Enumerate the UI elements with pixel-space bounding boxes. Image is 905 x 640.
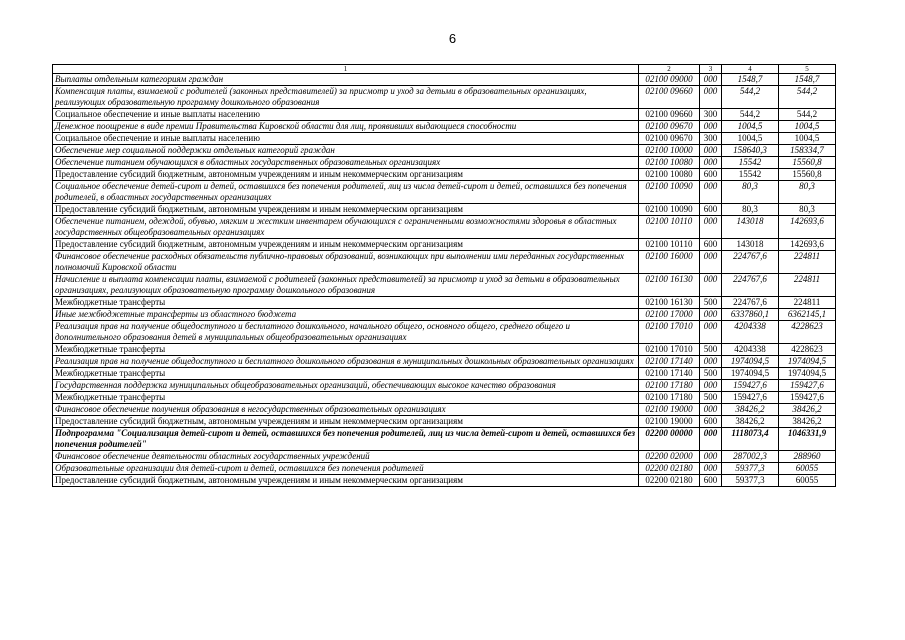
row-amount-1: 1004,5	[722, 133, 779, 145]
table-row	[53, 169, 836, 181]
row-description: Предоставление субсидий бюджетным, автономным учреждениям и иным некоммерческим организациям	[53, 169, 639, 181]
row-amount-2: 288960	[779, 451, 836, 463]
row-expense-type: 600	[700, 204, 722, 216]
row-amount-2: 1046331,9	[779, 428, 836, 451]
row-amount-1: 4204338	[722, 321, 779, 344]
budget-table	[52, 64, 836, 487]
row-description: Предоставление субсидий бюджетным, автономным учреждениям и иным некоммерческим организациям	[53, 204, 639, 216]
row-amount-1: 159427,6	[722, 380, 779, 392]
table-row	[53, 356, 836, 368]
row-code: 02100 09000	[639, 74, 700, 86]
row-expense-type: 000	[700, 216, 722, 239]
column-header-expense-type: 3	[700, 65, 722, 74]
row-expense-type: 000	[700, 251, 722, 274]
row-expense-type: 300	[700, 133, 722, 145]
row-code: 02100 09670	[639, 121, 700, 133]
row-amount-2: 544,2	[779, 86, 836, 109]
row-description: Обеспечение мер социальной поддержки отдельных категорий граждан	[53, 145, 639, 157]
row-description: Государственная поддержка муниципальных общеобразовательных организаций, обеспечивающих высокое качество образования	[53, 380, 639, 392]
column-header-code: 2	[639, 65, 700, 74]
row-description: Финансовое обеспечение деятельности областных государственных учреждений	[53, 451, 639, 463]
table-row	[53, 309, 836, 321]
row-description: Финансовое обеспечение получения образования в негосударственных образовательных организациях	[53, 404, 639, 416]
row-description: Подпрограмма "Социализация детей-сирот и детей, оставшихся без попечения родителей, лиц из числа детей-сирот и детей, оставшихся без попечения родителей"	[53, 428, 639, 451]
table-row	[53, 274, 836, 297]
row-expense-type: 000	[700, 121, 722, 133]
row-amount-1: 544,2	[722, 109, 779, 121]
row-description: Денежное поощрение в виде премии Правительства Кировской области для лиц, проявивших выдающиеся способности	[53, 121, 639, 133]
row-description: Обеспечение питанием, одеждой, обувью, мягким и жестким инвентарем обучающихся с ограниченными возможностями здоровья в областных государственных общеобразовательных организациях	[53, 216, 639, 239]
row-code: 02100 09670	[639, 133, 700, 145]
row-expense-type: 000	[700, 309, 722, 321]
row-amount-2: 159427,6	[779, 380, 836, 392]
row-expense-type: 600	[700, 416, 722, 428]
row-expense-type: 000	[700, 428, 722, 451]
row-description: Межбюджетные трансферты	[53, 392, 639, 404]
row-amount-1: 224767,6	[722, 251, 779, 274]
row-amount-2: 38426,2	[779, 416, 836, 428]
table-row	[53, 404, 836, 416]
row-amount-1: 38426,2	[722, 416, 779, 428]
row-code: 02100 16130	[639, 274, 700, 297]
table-row	[53, 251, 836, 274]
row-amount-1: 224767,6	[722, 297, 779, 309]
row-expense-type: 000	[700, 157, 722, 169]
row-expense-type: 000	[700, 380, 722, 392]
row-code: 02100 10110	[639, 216, 700, 239]
row-description: Выплаты отдельным категориям граждан	[53, 74, 639, 86]
row-description: Предоставление субсидий бюджетным, автономным учреждениям и иным некоммерческим организациям	[53, 475, 639, 487]
row-amount-2: 6362145,1	[779, 309, 836, 321]
row-description: Иные межбюджетные трансферты из областного бюджета	[53, 309, 639, 321]
table-body	[53, 74, 836, 487]
row-code: 02100 17140	[639, 368, 700, 380]
row-amount-1: 1974094,5	[722, 368, 779, 380]
row-code: 02100 19000	[639, 416, 700, 428]
row-amount-1: 59377,3	[722, 463, 779, 475]
row-code: 02100 17010	[639, 344, 700, 356]
row-code: 02100 17180	[639, 392, 700, 404]
row-expense-type: 000	[700, 74, 722, 86]
row-amount-1: 158640,3	[722, 145, 779, 157]
row-code: 02100 19000	[639, 404, 700, 416]
row-description: Социальное обеспечение и иные выплаты населению	[53, 109, 639, 121]
column-header-amount-1: 4	[722, 65, 779, 74]
table-row	[53, 463, 836, 475]
row-description: Межбюджетные трансферты	[53, 297, 639, 309]
row-amount-2: 1004,5	[779, 121, 836, 133]
row-amount-1: 38426,2	[722, 404, 779, 416]
column-header-amount-2: 5	[779, 65, 836, 74]
row-expense-type: 500	[700, 368, 722, 380]
row-expense-type: 000	[700, 181, 722, 204]
row-description: Социальное обеспечение детей-сирот и детей, оставшихся без попечения родителей, лиц из числа детей-сирот и детей, оставшихся без попечения родителей, в областных государственных организациях	[53, 181, 639, 204]
row-amount-2: 80,3	[779, 204, 836, 216]
page-number: 6	[448, 31, 457, 46]
row-description: Реализация прав на получение общедоступного и бесплатного дошкольного образования в муниципальных дошкольных образовательных организациях	[53, 356, 639, 368]
row-code: 02100 10000	[639, 145, 700, 157]
table-row	[53, 181, 836, 204]
row-code: 02100 17010	[639, 321, 700, 344]
column-header-description: 1	[53, 65, 639, 74]
row-code: 02100 09660	[639, 109, 700, 121]
row-amount-2: 60055	[779, 475, 836, 487]
row-amount-2: 15560,8	[779, 157, 836, 169]
row-code: 02100 10110	[639, 239, 700, 251]
table-row	[53, 239, 836, 251]
row-description: Обеспечение питанием обучающихся в областных государственных образовательных организациях	[53, 157, 639, 169]
row-amount-2: 38426,2	[779, 404, 836, 416]
row-description: Социальное обеспечение и иные выплаты населению	[53, 133, 639, 145]
row-amount-1: 4204338	[722, 344, 779, 356]
row-amount-2: 1004,5	[779, 133, 836, 145]
row-description: Предоставление субсидий бюджетным, автономным учреждениям и иным некоммерческим организациям	[53, 416, 639, 428]
row-amount-2: 224811	[779, 251, 836, 274]
table-row	[53, 451, 836, 463]
row-code: 02100 17000	[639, 309, 700, 321]
row-amount-2: 4228623	[779, 321, 836, 344]
row-amount-1: 224767,6	[722, 274, 779, 297]
table-row	[53, 216, 836, 239]
row-expense-type: 500	[700, 344, 722, 356]
table-row	[53, 416, 836, 428]
row-code: 02100 09660	[639, 86, 700, 109]
table-row	[53, 204, 836, 216]
row-amount-2: 4228623	[779, 344, 836, 356]
row-code: 02200 02000	[639, 451, 700, 463]
table-row	[53, 321, 836, 344]
table-row	[53, 428, 836, 451]
row-amount-2: 1974094,5	[779, 356, 836, 368]
table-row	[53, 297, 836, 309]
row-expense-type: 600	[700, 169, 722, 181]
row-code: 02100 16130	[639, 297, 700, 309]
table-header-row	[53, 65, 836, 74]
row-amount-1: 1004,5	[722, 121, 779, 133]
row-description: Реализация прав на получение общедоступного и бесплатного дошкольного, начального общего, основного общего, среднего общего и дополнительного образования детей в муниципальных общеобразовательных организациях	[53, 321, 639, 344]
row-amount-2: 142693,6	[779, 216, 836, 239]
row-code: 02100 10080	[639, 169, 700, 181]
table-row	[53, 145, 836, 157]
row-amount-2: 224811	[779, 297, 836, 309]
row-amount-1: 143018	[722, 239, 779, 251]
row-expense-type: 000	[700, 451, 722, 463]
row-amount-1: 287002,3	[722, 451, 779, 463]
table-row	[53, 157, 836, 169]
row-description: Компенсация платы, взимаемой с родителей (законных представителей) за присмотр и уход за детьми в образовательных организациях, реализующих образовательную программу дошкольного образования	[53, 86, 639, 109]
row-amount-1: 143018	[722, 216, 779, 239]
row-expense-type: 500	[700, 297, 722, 309]
row-amount-1: 1974094,5	[722, 356, 779, 368]
row-code: 02100 17140	[639, 356, 700, 368]
row-amount-1: 15542	[722, 169, 779, 181]
row-description: Финансовое обеспечение расходных обязательств публично-правовых образований, возникающих при выполнении ими переданных государственных полномочий Кировской области	[53, 251, 639, 274]
table-row	[53, 344, 836, 356]
row-amount-1: 80,3	[722, 204, 779, 216]
row-amount-1: 1118073,4	[722, 428, 779, 451]
row-amount-2: 15560,8	[779, 169, 836, 181]
row-code: 02100 10090	[639, 204, 700, 216]
row-description: Начисление и выплата компенсации платы, взимаемой с родителей (законных представителей) за присмотр и уход за детьми в образовательных организациях, реализующих образовательную программу дошкольного образования	[53, 274, 639, 297]
row-amount-2: 1974094,5	[779, 368, 836, 380]
row-description: Предоставление субсидий бюджетным, автономным учреждениям и иным некоммерческим организациям	[53, 239, 639, 251]
row-amount-2: 544,2	[779, 109, 836, 121]
row-amount-1: 6337860,1	[722, 309, 779, 321]
row-code: 02100 10090	[639, 181, 700, 204]
row-amount-1: 80,3	[722, 181, 779, 204]
row-description: Межбюджетные трансферты	[53, 344, 639, 356]
row-expense-type: 000	[700, 274, 722, 297]
row-description: Образовательные организации для детей-сирот и детей, оставшихся без попечения родителей	[53, 463, 639, 475]
row-amount-2: 142693,6	[779, 239, 836, 251]
row-expense-type: 000	[700, 356, 722, 368]
table-row	[53, 133, 836, 145]
row-code: 02200 02180	[639, 475, 700, 487]
row-expense-type: 500	[700, 392, 722, 404]
row-amount-1: 15542	[722, 157, 779, 169]
row-amount-1: 59377,3	[722, 475, 779, 487]
table-row	[53, 380, 836, 392]
table-row	[53, 121, 836, 133]
table-row	[53, 392, 836, 404]
row-expense-type: 000	[700, 145, 722, 157]
row-amount-2: 1548,7	[779, 74, 836, 86]
row-code: 02200 00000	[639, 428, 700, 451]
row-code: 02100 10080	[639, 157, 700, 169]
row-expense-type: 000	[700, 321, 722, 344]
row-code: 02100 17180	[639, 380, 700, 392]
row-description: Межбюджетные трансферты	[53, 368, 639, 380]
row-amount-2: 60055	[779, 463, 836, 475]
row-amount-2: 158334,7	[779, 145, 836, 157]
row-amount-1: 159427,6	[722, 392, 779, 404]
row-expense-type: 000	[700, 404, 722, 416]
row-code: 02100 16000	[639, 251, 700, 274]
table-row	[53, 475, 836, 487]
row-amount-2: 80,3	[779, 181, 836, 204]
table-row	[53, 74, 836, 86]
row-expense-type: 000	[700, 463, 722, 475]
row-code: 02200 02180	[639, 463, 700, 475]
table-row	[53, 109, 836, 121]
row-expense-type: 600	[700, 239, 722, 251]
row-amount-2: 159427,6	[779, 392, 836, 404]
row-expense-type: 600	[700, 475, 722, 487]
table-row	[53, 86, 836, 109]
row-expense-type: 000	[700, 86, 722, 109]
row-amount-2: 224811	[779, 274, 836, 297]
row-amount-1: 544,2	[722, 86, 779, 109]
table-row	[53, 368, 836, 380]
row-expense-type: 300	[700, 109, 722, 121]
row-amount-1: 1548,7	[722, 74, 779, 86]
